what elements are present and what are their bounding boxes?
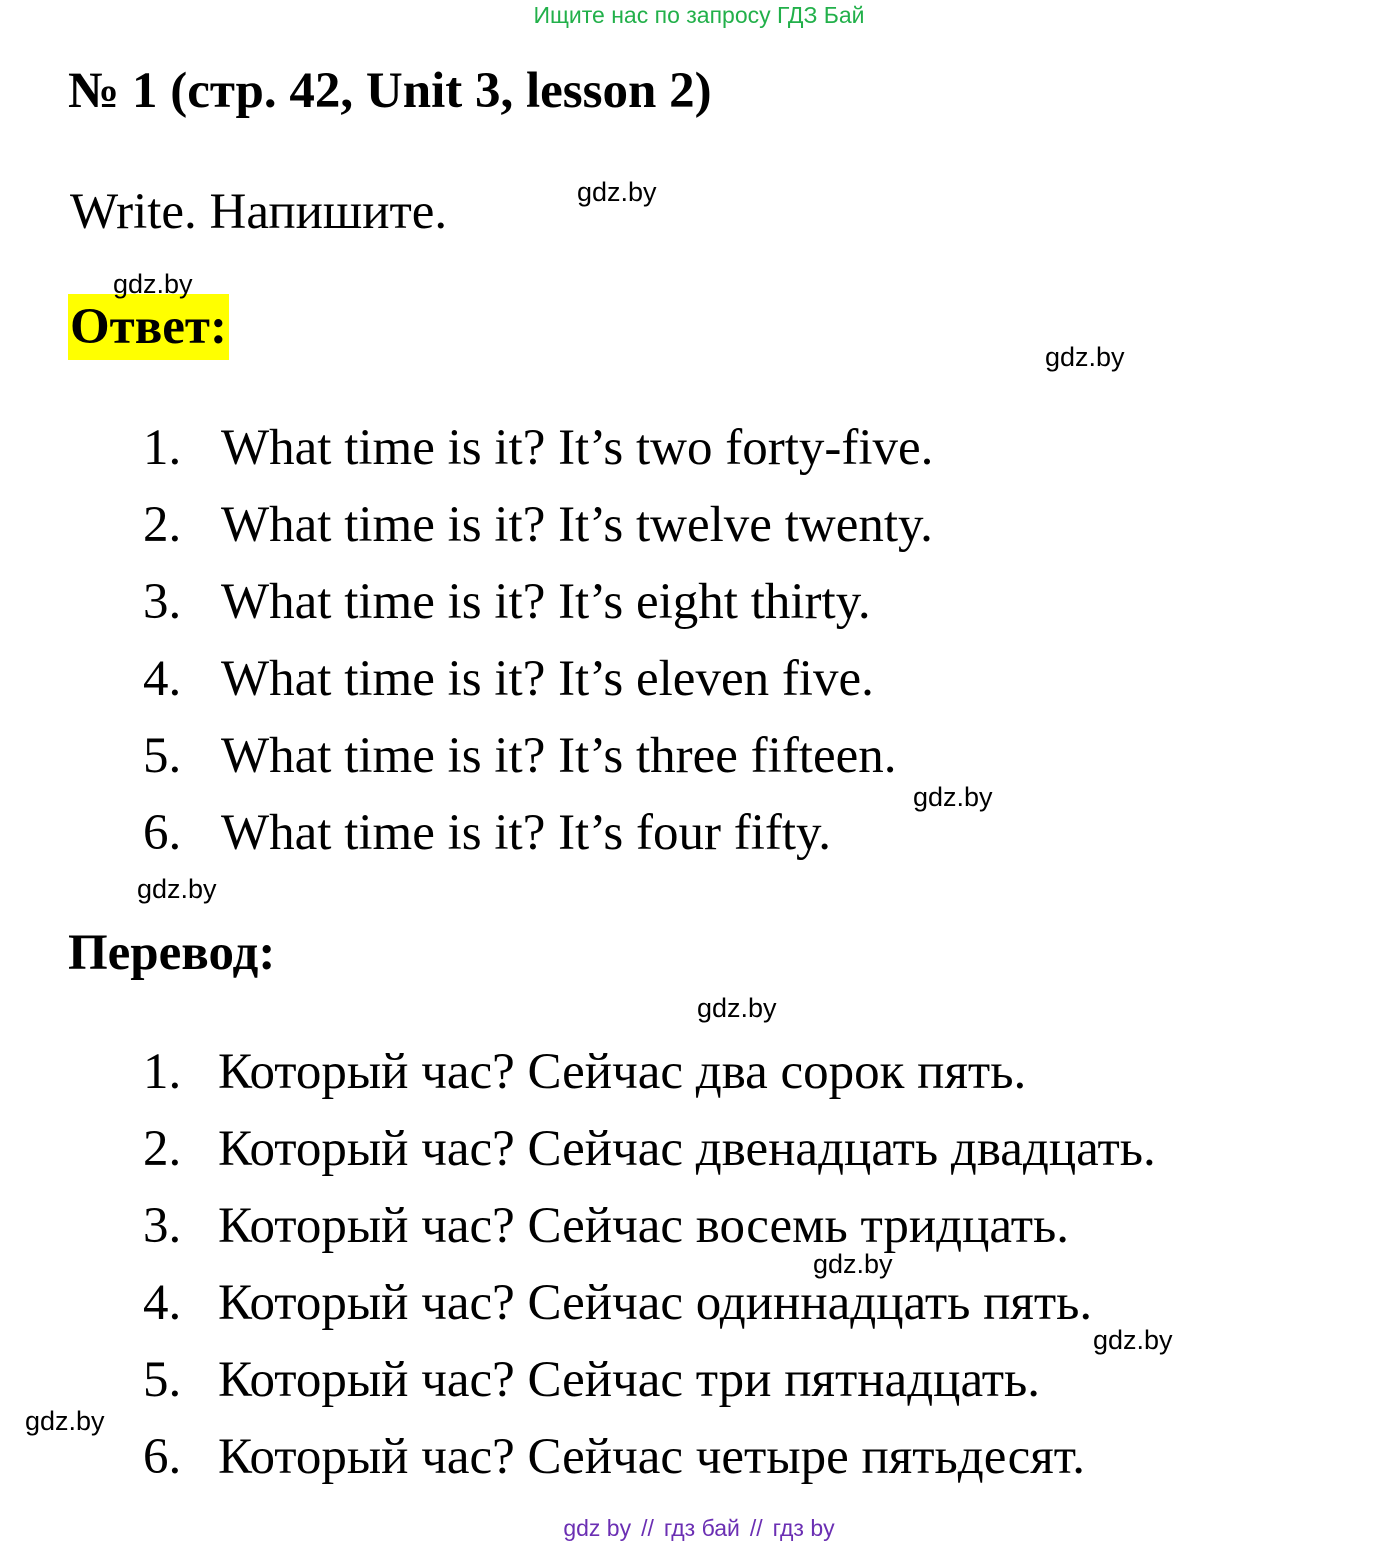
watermark: gdz.by bbox=[25, 1406, 105, 1436]
item-number: 5. bbox=[143, 1352, 182, 1408]
footer-part: gdz by bbox=[563, 1515, 632, 1541]
footer-part: гдз бай bbox=[663, 1515, 740, 1541]
item-number: 4. bbox=[143, 651, 182, 707]
item-number: 3. bbox=[143, 1198, 182, 1254]
item-text: What time is it? It’s three fifteen. bbox=[221, 728, 897, 784]
item-text: Который час? Сейчас одиннадцать пять. bbox=[218, 1275, 1093, 1331]
item-number: 3. bbox=[143, 574, 182, 630]
footer-separator: // bbox=[641, 1515, 654, 1541]
footer-watermark bbox=[0, 1513, 1398, 1543]
task-instruction: Write. Напишите. bbox=[70, 184, 448, 240]
item-number: 1. bbox=[143, 1044, 182, 1100]
item-text: Который час? Сейчас три пятнадцать. bbox=[218, 1352, 1041, 1408]
footer-part: гдз by bbox=[772, 1515, 835, 1541]
item-text: What time is it? It’s two forty-five. bbox=[221, 420, 934, 476]
item-number: 2. bbox=[143, 497, 182, 553]
watermark: gdz.by bbox=[577, 177, 657, 207]
page-title: № 1 (стр. 42, Unit 3, lesson 2) bbox=[68, 63, 712, 119]
top-banner: Ищите нас по запросу ГДЗ Бай bbox=[533, 2, 865, 28]
watermark: gdz.by bbox=[697, 993, 777, 1023]
translation-heading: Перевод: bbox=[68, 925, 276, 981]
watermark: gdz.by bbox=[913, 782, 993, 812]
item-number: 1. bbox=[143, 420, 182, 476]
item-text: What time is it? It’s eleven five. bbox=[221, 651, 874, 707]
item-text: Который час? Сейчас двенадцать двадцать. bbox=[218, 1121, 1156, 1177]
watermark: gdz.by bbox=[1045, 342, 1125, 372]
footer-separator: // bbox=[749, 1515, 763, 1541]
item-text: Который час? Сейчас восемь тридцать. bbox=[218, 1198, 1070, 1254]
item-number: 6. bbox=[143, 805, 182, 861]
answer-heading: Ответ: bbox=[68, 294, 229, 360]
item-text: What time is it? It’s eight thirty. bbox=[221, 574, 871, 630]
item-text: What time is it? It’s twelve twenty. bbox=[221, 497, 933, 553]
item-text: What time is it? It’s four fifty. bbox=[221, 805, 831, 861]
watermark: gdz.by bbox=[1093, 1325, 1173, 1355]
watermark: gdz.by bbox=[113, 269, 193, 299]
item-number: 6. bbox=[143, 1429, 182, 1485]
item-number: 5. bbox=[143, 728, 182, 784]
watermark: gdz.by bbox=[137, 874, 217, 904]
item-text: Который час? Сейчас четыре пятьдесят. bbox=[218, 1429, 1085, 1485]
item-number: 2. bbox=[143, 1121, 182, 1177]
item-number: 4. bbox=[143, 1275, 182, 1331]
watermark: gdz.by bbox=[813, 1249, 893, 1279]
item-text: Который час? Сейчас два сорок пять. bbox=[218, 1044, 1027, 1100]
